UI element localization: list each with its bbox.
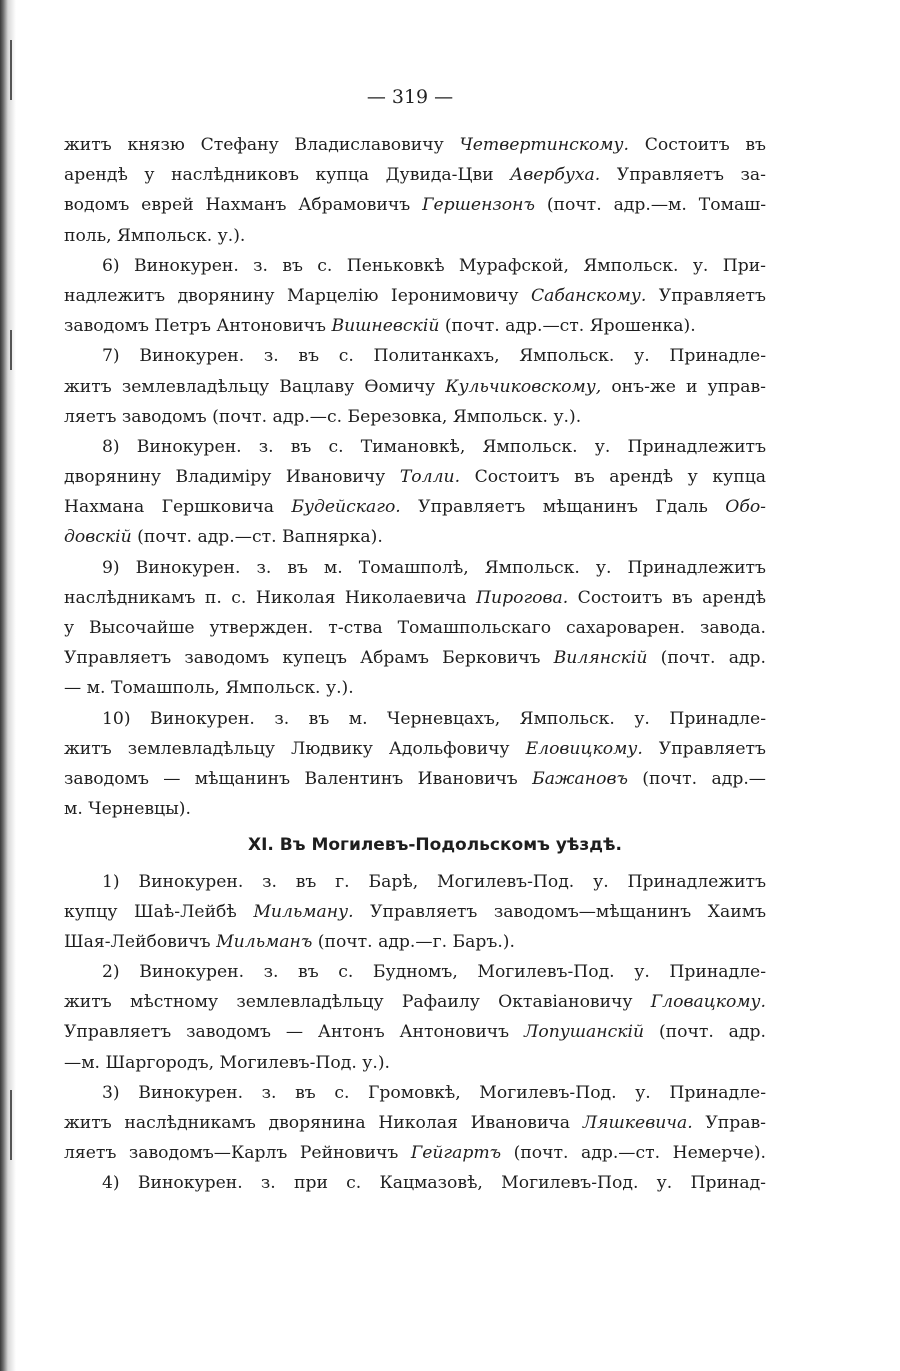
text-line: [64, 341, 766, 371]
text-line: [64, 1017, 766, 1047]
italic-name: Четвертинскому.: [459, 135, 629, 155]
text-line: [64, 402, 766, 432]
text-line: [64, 281, 766, 311]
line-text: Состоитъ въ арендѣ у купца: [460, 467, 766, 488]
line-text: у Высочайше утвержден. т-ства Томашпольскаго сахароварен. завода.: [64, 618, 766, 638]
binding-speck: [10, 1090, 12, 1160]
line-text: надлежитъ дворянину Марцелію Іеронимовичу: [64, 285, 531, 306]
text-line: [64, 1168, 766, 1198]
line-text: заводомъ — мѣщанинъ Валентинъ Ивановичъ: [64, 768, 533, 789]
line-text: (почт. адр.—: [627, 768, 766, 789]
italic-name: Ляшкевича.: [582, 1113, 693, 1133]
italic-name: Авербуха.: [510, 165, 601, 186]
section-heading: [64, 830, 766, 860]
text-line: [64, 987, 766, 1017]
text-line: [64, 734, 766, 764]
line-text: (почт. адр.: [647, 648, 766, 669]
italic-name: Кульчиковскому,: [445, 376, 602, 397]
text-line: [64, 462, 766, 492]
line-text: Состоитъ въ арендѣ: [568, 587, 766, 608]
line-text: XI. Въ Могилевъ-Подольскомъ уѣздѣ.: [248, 835, 622, 856]
page-binding-edge: [0, 0, 16, 1371]
line-text: (почт. адр.—м. Томаш-: [534, 195, 766, 216]
text-line: [64, 704, 766, 734]
line-text: Управляетъ мѣщанинъ Гдаль: [400, 497, 726, 518]
line-text: Управляетъ заводомъ—мѣщанинъ Хаимъ: [353, 901, 766, 922]
text-line: [64, 492, 766, 522]
italic-name: Гершензонъ: [422, 195, 535, 216]
line-text: купцу Шаѣ-Лейбѣ: [64, 901, 254, 922]
text-line: [64, 897, 766, 927]
line-text: заводомъ Петръ Антоновичъ: [64, 316, 332, 337]
italic-name: Мильману.: [253, 901, 354, 922]
line-text: 9) Винокурен. з. въ м. Томашполѣ, Ямпольск. у. Принадлежитъ: [102, 557, 766, 578]
text-line: [64, 190, 766, 220]
line-text: Шая-Лейбовичъ: [64, 931, 217, 952]
line-text: Управ-: [692, 1113, 766, 1133]
italic-name: Гейгартъ: [410, 1143, 502, 1164]
text-line: [64, 522, 766, 552]
binding-speck: [10, 330, 12, 370]
line-text: Управляетъ: [646, 285, 766, 306]
text-line: [64, 867, 766, 897]
text-line: [64, 583, 766, 613]
line-text: 6) Винокурен. з. въ с. Пеньковкѣ Мурафской, Ямпольск. у. При-: [102, 255, 766, 276]
italic-name: Вишневскій: [331, 316, 440, 337]
line-text: поль, Ямпольск. у.).: [64, 225, 246, 246]
italic-name: Обо-: [725, 497, 766, 518]
italic-name: довскій: [64, 527, 132, 548]
text-line: [64, 160, 766, 190]
italic-name: Еловицкому.: [525, 738, 643, 759]
line-text: (почт. адр.—ст. Ярошенка).: [439, 316, 696, 337]
text-line: [64, 1048, 766, 1078]
line-text: Управляетъ заводомъ купецъ Абрамъ Берковичъ: [64, 648, 554, 669]
text-line: [64, 957, 766, 987]
line-text: житъ мѣстному землевладѣльцу Рафаилу Октавіановичу: [64, 992, 651, 1013]
line-text: житъ землевладѣльцу Людвику Адольфовичу: [64, 738, 526, 759]
line-text: —м. Шаргородъ, Могилевъ-Под. у.).: [64, 1052, 391, 1073]
italic-name: Гловацкому.: [650, 992, 766, 1013]
text-line: [64, 251, 766, 281]
line-text: 1) Винокурен. з. въ г. Барѣ, Могилевъ-Под. у. Принадлежитъ: [102, 871, 766, 892]
line-text: ляетъ заводомъ (почт. адр.—с. Березовка, Ямпольск. у.).: [64, 406, 582, 427]
line-text: Нахмана Гершковича: [64, 497, 292, 518]
line-text: 7) Винокурен. з. въ с. Политанкахъ, Ямпольск. у. Принадле-: [102, 346, 766, 367]
line-text: Управляетъ заводомъ — Антонъ Антоновичъ: [64, 1022, 524, 1043]
line-text: (почт. адр.: [644, 1022, 766, 1043]
line-text: Управляетъ: [642, 738, 766, 759]
line-text: житъ землевладѣльцу Вацлаву Ѳомичу: [64, 376, 446, 397]
text-line: [64, 927, 766, 957]
text-line: [64, 1138, 766, 1168]
line-text: Управляетъ за-: [600, 165, 766, 186]
text-line: [64, 372, 766, 402]
text-line: [64, 1108, 766, 1138]
line-text: дворянину Владиміру Ивановичу: [64, 467, 400, 488]
line-text: 3) Винокурен. з. въ с. Громовкѣ, Могилевъ-Под. у. Принадле-: [102, 1082, 766, 1103]
line-text: житъ наслѣдникамъ дворянина Николая Ивановича: [64, 1113, 583, 1133]
line-text: (почт. адр.—ст. Немерче).: [501, 1143, 766, 1164]
line-text: 8) Винокурен. з. въ с. Тимановкѣ, Ямпольск. у. Принадлежитъ: [102, 436, 766, 457]
italic-name: Мильманъ: [216, 931, 313, 952]
line-text: житъ князю Стефану Владиславовичу: [64, 135, 460, 155]
text-line: [64, 553, 766, 583]
text-line: [64, 613, 766, 643]
text-line: [64, 311, 766, 341]
line-text: ляетъ заводомъ—Карлъ Рейновичъ: [64, 1143, 411, 1164]
text-line: [64, 643, 766, 673]
line-text: арендѣ у наслѣдниковъ купца Дувида-Цви: [64, 165, 511, 186]
text-line: [64, 794, 766, 824]
italic-name: Толли.: [399, 467, 461, 488]
line-text: — м. Томашполь, Ямпольск. у.).: [64, 678, 354, 699]
text-line: [64, 673, 766, 703]
line-text: (почт. адр.—г. Баръ.).: [312, 931, 515, 952]
italic-name: Вилянскій: [553, 648, 648, 669]
page-number: — 319 —: [366, 86, 454, 108]
italic-name: Сабанскому.: [530, 285, 647, 306]
line-text: м. Черневцы).: [64, 799, 191, 820]
text-line: [64, 432, 766, 462]
line-text: 10) Винокурен. з. въ м. Черневцахъ, Ямпольск. у. Принадле-: [102, 708, 766, 729]
text-line: [64, 764, 766, 794]
italic-name: Будейскаго.: [291, 497, 401, 518]
line-text: 4) Винокурен. з. при с. Кацмазовѣ, Могилевъ-Под. у. Принад-: [102, 1173, 766, 1194]
line-text: Состоитъ въ: [629, 135, 766, 155]
line-text: онъ-же и управ-: [601, 376, 766, 397]
italic-name: Лопушанскій: [524, 1022, 645, 1043]
body-text: [64, 130, 766, 1199]
italic-name: Пирогова.: [476, 587, 569, 608]
text-line: [64, 1078, 766, 1108]
line-text: водомъ еврей Нахманъ Абрамовичъ: [64, 195, 423, 216]
text-line: [64, 130, 766, 160]
italic-name: Бажановъ: [532, 768, 628, 789]
line-text: 2) Винокурен. з. въ с. Будномъ, Могилевъ-Под. у. Принадле-: [102, 962, 766, 983]
text-line: [64, 221, 766, 251]
line-text: наслѣдникамъ п. с. Николая Николаевича: [64, 587, 477, 608]
line-text: (почт. адр.—ст. Вапнярка).: [131, 527, 383, 548]
